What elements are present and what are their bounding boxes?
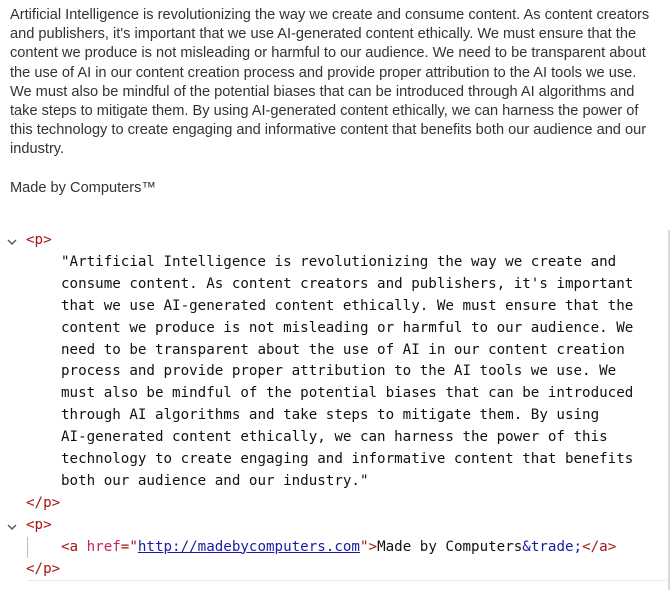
source-text-line: must also be mindful of the potential biases that can be introduced <box>61 385 634 402</box>
href-attr-value-link[interactable]: http://madebycomputers.com <box>137 538 360 555</box>
rendered-preview <box>10 6 660 198</box>
p-close-tag-2[interactable]: </p> <box>26 560 61 577</box>
source-text-line: AI-generated content ethically, we can harness the power of this <box>61 429 608 446</box>
a-open-start: <a <box>61 538 87 555</box>
p-open-tag-2[interactable]: <p> <box>26 516 52 533</box>
collapse-chevron-icon[interactable] <box>6 521 18 533</box>
a-close-tag: </a> <box>582 538 617 555</box>
href-attr-eq: =" <box>120 538 138 555</box>
source-view <box>0 230 670 590</box>
source-text-line: through AI algorithms and take steps to mitigate them. By using <box>61 407 600 424</box>
p-open-tag-1[interactable]: <p> <box>26 232 52 248</box>
preview-paragraph: Artificial Intelligence is revolutionizing the way we create and consume content. As content creators and publishers, it's important that we use AI-generated content ethically. We must ensure that the content we produce is not misleading or harmful to our audience. We need to be transparent about the use of AI in our content creation process and provide proper attribution to the AI tools we use. We must also be mindful of the potential biases that can be introduced through AI algorithms and take steps to mitigate them. By using AI-generated content ethically, we can harness the power of this technology to create engaging and informative content that benefits both our audience and our industry. <box>10 7 650 158</box>
source-text-line: technology to create engaging and informative content that benefits <box>61 451 634 467</box>
trade-entity: &trade; <box>522 538 583 555</box>
anchor-text: Made by Computers <box>377 538 523 555</box>
source-text-line: content we produce is not misleading or harmful to our audience. We <box>61 319 634 336</box>
anchor-source-line[interactable] <box>61 537 616 559</box>
source-text-line: consume content. As content creators and publishers, it's important <box>61 275 634 292</box>
source-bottom-divider <box>28 580 666 581</box>
source-text-line: both our audience and our industry." <box>61 472 369 489</box>
source-text-line: "Artificial Intelligence is revolutionizing the way we create and <box>61 253 617 270</box>
source-text-line: that we use AI-generated content ethically. We must ensure that the <box>61 297 634 314</box>
source-text-line: process and provide proper attribution to the AI tools we use. We <box>61 363 617 380</box>
p-close-tag-1[interactable]: </p> <box>26 494 61 511</box>
collapse-chevron-icon[interactable] <box>6 236 18 248</box>
href-attr-name: href <box>86 538 121 555</box>
preview-credit <box>10 179 660 198</box>
source-text-line: need to be transparent about the use of AI in our content creation <box>61 341 625 358</box>
credit-link[interactable]: Made by Computers™ <box>10 179 156 196</box>
indent-guide <box>27 537 28 559</box>
href-attr-end: "> <box>359 538 378 555</box>
